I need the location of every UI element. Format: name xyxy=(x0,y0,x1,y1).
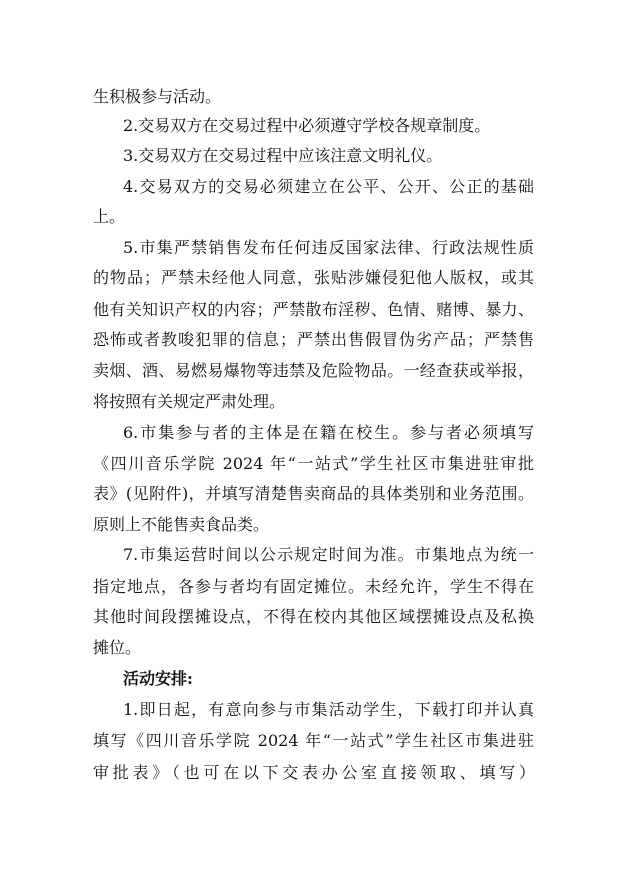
text-line: 填写《四川音乐学院 2024 年“一站式”学生社区市集进驻 xyxy=(93,731,534,750)
text-line: 《四川音乐学院 2024 年“一站式”学生社区市集进驻审批 xyxy=(93,454,534,473)
text-line: 生积极参与活动。 xyxy=(93,87,222,106)
text-line: 指定地点，各参与者均有固定摊位。未经允许，学生不得在 xyxy=(93,577,534,596)
text-line: 原则上不能售卖食品类。 xyxy=(93,515,270,534)
text-line: 摊位。 xyxy=(93,638,142,657)
text-line: 卖烟、酒、易燃易爆物等违禁及危险物品。一经查获或举报， xyxy=(93,361,534,380)
section-heading: 活动安排: xyxy=(123,669,193,688)
text-line: 上。 xyxy=(93,207,126,226)
text-line: 7.市集运营时间以公示规定时间为准。市集地点为统一 xyxy=(123,545,534,564)
text-line: 表》(见附件)，并填写清楚售卖商品的具体类别和业务范围。 xyxy=(93,484,534,503)
text-line: 其他时间段摆摊设点，不得在校内其他区域摆摊设点及私换 xyxy=(93,607,534,626)
text-line: 将按照有关规定严肃处理。 xyxy=(93,392,286,411)
text-line: 1.即日起，有意向参与市集活动学生，下载打印并认真 xyxy=(123,700,534,719)
text-line: 4.交易双方的交易必须建立在公平、公开、公正的基础 xyxy=(123,177,534,196)
text-line: 审批表》（也可在以下交表办公室直接领取、填写） xyxy=(93,763,535,782)
text-line: 恐怖或者教唆犯罪的信息；严禁出售假冒伪劣产品；严禁售 xyxy=(93,330,534,349)
text-line: 他有关知识产权的内容；严禁散布淫秽、色情、赌博、暴力、 xyxy=(93,300,534,319)
text-line: 5.市集严禁销售发布任何违反国家法律、行政法规性质 xyxy=(123,238,534,257)
text-line: 2.交易双方在交易过程中必须遵守学校各规章制度。 xyxy=(123,116,491,135)
text-line: 3.交易双方在交易过程中应该注意文明礼仪。 xyxy=(123,146,443,165)
text-line: 6.市集参与者的主体是在籍在校生。参与者必须填写 xyxy=(123,423,534,442)
text-line: 的物品；严禁未经他人同意，张贴涉嫌侵犯他人版权，或其 xyxy=(93,268,534,287)
